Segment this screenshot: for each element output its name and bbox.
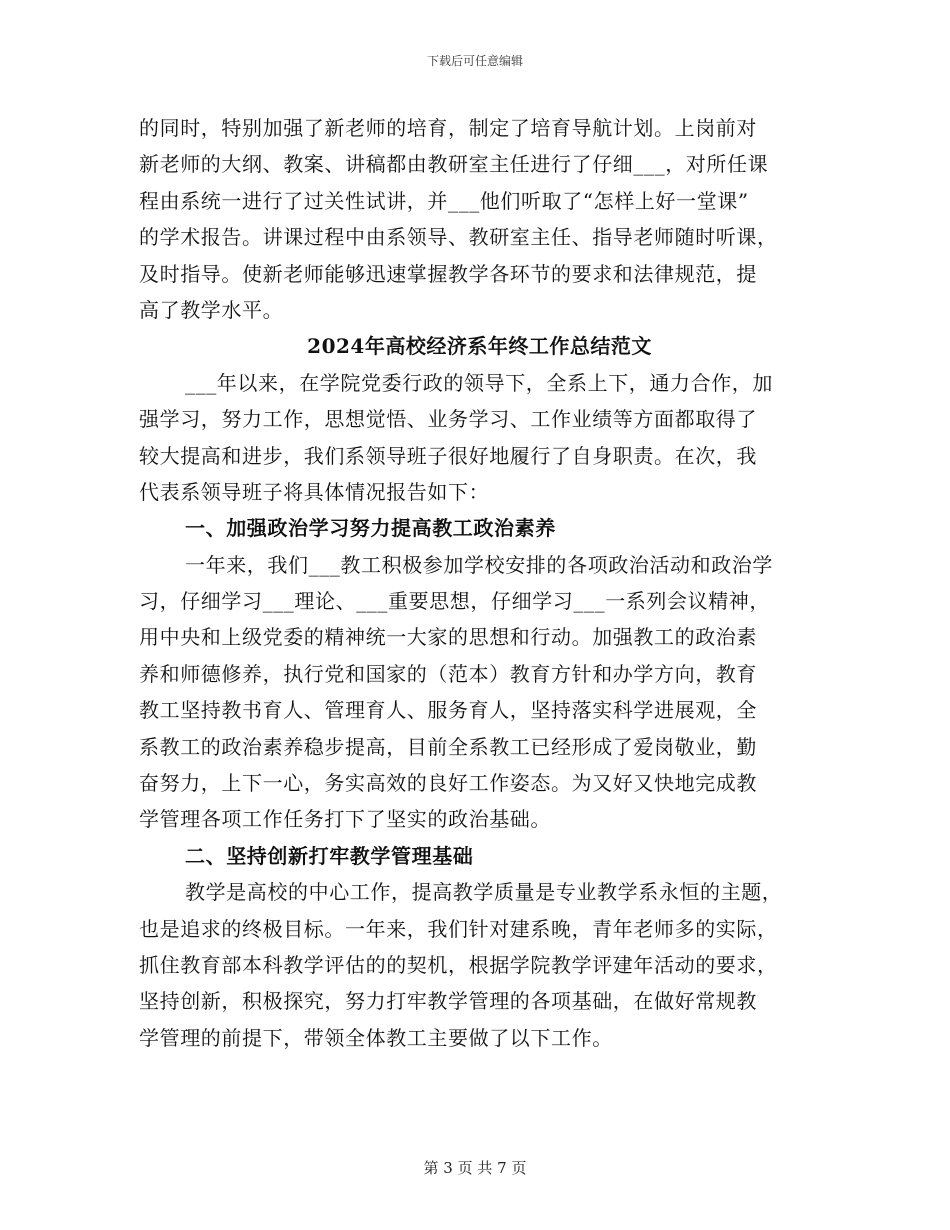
body-line: 也是追求的终极目标。一年来，我们针对建系晚，青年老师多的实际， [139,916,778,941]
body-line: ___年以来，在学院党委行政的领导下，全系上下，通力合作，加 [185,370,773,395]
body-line: 教学是高校的中心工作，提高教学质量是专业教学系永恒的主题， [185,880,783,905]
body-line: 及时指导。使新老师能够迅速掌握教学各环节的要求和法律规范，提 [139,261,757,286]
body-line: 高了教学水平。 [139,297,284,322]
section-heading: 二、坚持创新打牢教学管理基础 [185,843,474,868]
body-line: 奋努力，上下一心，务实高效的良好工作姿态。为又好又快地完成教 [139,771,757,796]
body-line: 强学习，努力工作，思想觉悟、业务学习、工作业绩等方面都取得了 [139,407,757,432]
body-line: 的同时，特别加强了新老师的培育，制定了培育导航计划。上岗前对 [139,116,757,140]
body-line: 坚持创新，积极探究，努力打牢教学管理的各项基础，在做好常规教 [139,989,757,1014]
body-line: 一年来，我们___教工积极参加学校安排的各项政治活动和政治学 [185,552,773,577]
document-title: 2024年高校经济系年终工作总结范文 [307,334,652,359]
body-line: 系教工的政治素养稳步提高，目前全系教工已经形成了爱岗敬业，勤 [139,734,757,759]
body-line: 程由系统一进行了过关性试讲，并___他们听取了“怎样上好一堂课” [139,188,749,213]
body-line: 较大提高和进步，我们系领导班子很好地履行了自身职责。在次，我 [139,443,757,468]
section-heading: 一、加强政治学习努力提高教工政治素养 [185,516,556,541]
body-line: 学管理的前提下，带领全体教工主要做了以下工作。 [139,1025,613,1050]
document-body [139,110,814,1056]
body-line: 习，仔细学习___理论、___重要思想，仔细学习___一系列会议精神， [139,589,770,614]
body-line: 代表系领导班子将具体情况报告如下： [139,479,490,504]
body-line: 用中央和上级党委的精神统一大家的思想和行动。加强教工的政治素 [139,625,757,650]
body-line: 的学术报告。讲课过程中由系领导、教研室主任、指导老师随时听课， [139,225,778,250]
body-line: 养和师德修养，执行党和国家的（范本）教育方针和办学方向，教育 [139,661,757,686]
body-line: 教工坚持教书育人、管理育人、服务育人，坚持落实科学进展观，全 [139,698,757,723]
page-header: 下载后可任意编辑 [426,54,523,68]
body-line: 学管理各项工作任务打下了坚实的政治基础。 [139,807,551,832]
page-number: 第 3 页 共 7 页 [423,1159,527,1177]
body-line: 抓住教育部本科教学评估的的契机，根据学院教学评建年活动的要求， [139,952,778,977]
body-line: 新老师的大纲、教案、讲稿都由教研室主任进行了仔细___，对所任课 [139,152,769,177]
